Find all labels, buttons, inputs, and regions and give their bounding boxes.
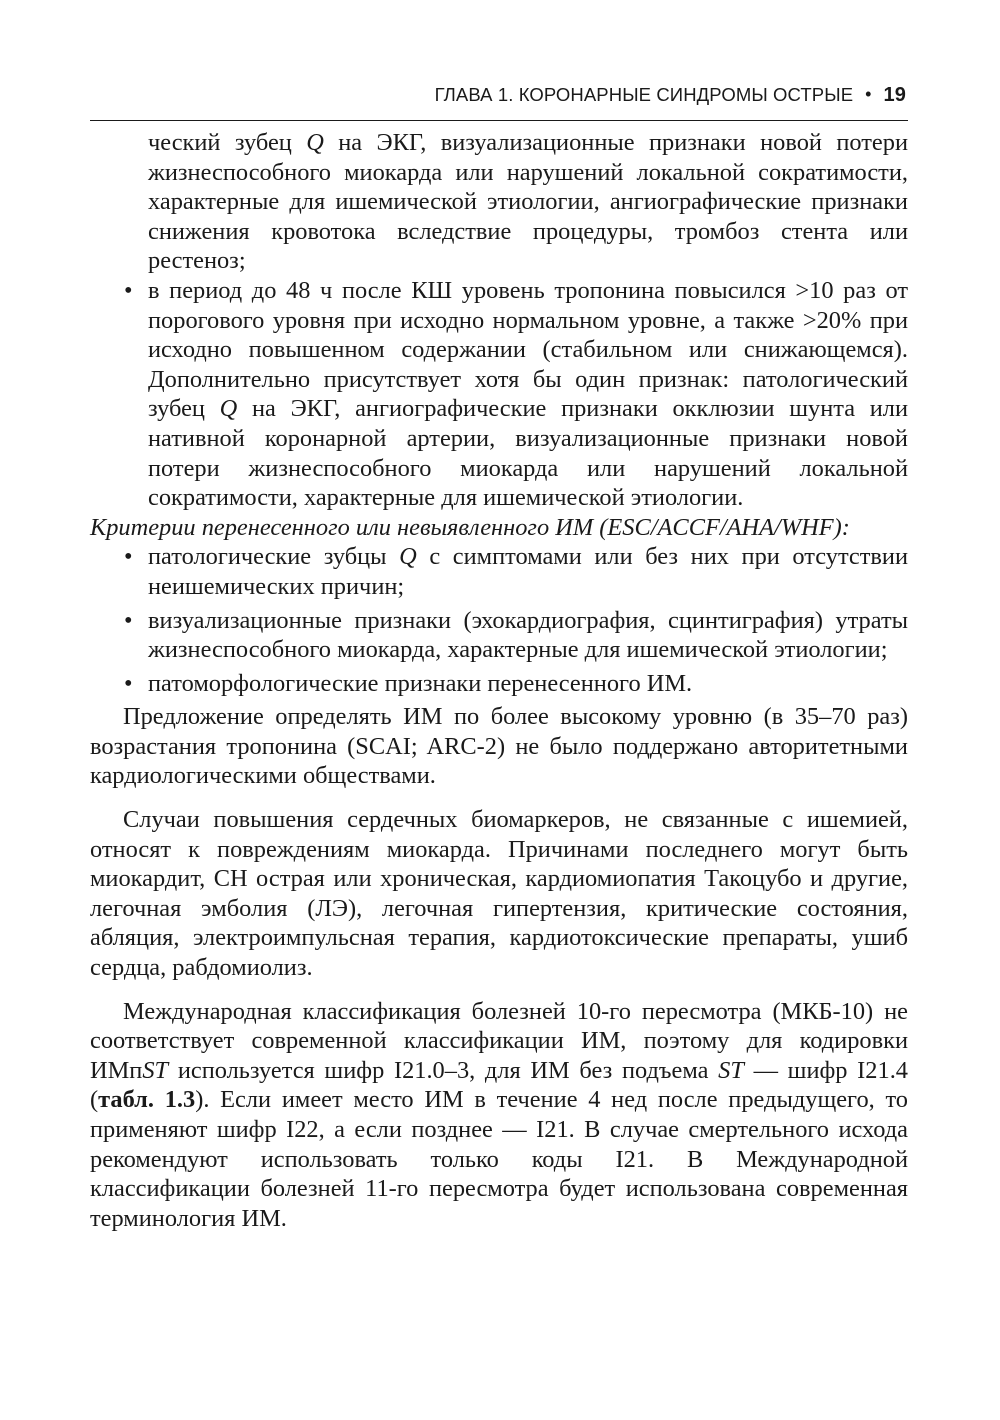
bullet-item-cabg [90,276,908,513]
bullet-continuation [90,128,908,276]
paragraph-injury: Случаи повышения сердечных биомаркеров, не связанные с ишемией, относят к повреждениям миокарда. Причинами последнего могут быть миокардит, СН острая или хроническая, кардиомиопатия Такоцубо и другие, легочная эмболия (ЛЭ), легочная гипертензия, критические состояния, абляция, электроимпульсная терапия, кардиотоксические препараты, ушиб сердца, рабдомиолиз. [90,806,908,982]
text-run: ческий зубец [148,129,307,156]
text-run: Международная классификация болезней 10-го пересмотра (МКБ-10) не соответствует современной классификации ИМ, поэтому для кодировки ИМп [90,997,908,1084]
st-symbol: ST [718,1056,744,1084]
chapter-title: ГЛАВА 1. КОРОНАРНЫЕ СИНДРОМЫ ОСТРЫЕ [434,84,854,105]
text-run: — шифр I21.4 ( [90,1056,908,1114]
paragraph-icd [90,997,908,1234]
criteria-heading: Критерии перенесенного или невыявленного ИМ (ESC/ACCF/AHA/WHF): [90,513,850,541]
text-run: используется шифр I21.0–3, для ИМ без подъема [168,1056,719,1084]
q-wave-symbol: Q [399,543,417,571]
text-run: патологические зубцы [148,543,400,571]
table-reference: табл. 1.3 [98,1086,196,1114]
text-run: с симптомами или без них при отсутствии неишемических причин; [148,543,909,600]
page-body [90,128,908,1233]
q-wave-symbol: Q [219,395,238,423]
bullet-item-pathology: • патоморфологические признаки перенесенного ИМ. [90,669,908,699]
text-run: в период до 48 ч после КШ уровень тропонина повысился >10 раз от порогового уровня при исходно нормальном уровне, а также >20% при исходно повышенном содержании (стабильном или снижающемся). Дополнительно присутствует хотя бы один признак: патологический зубец [148,276,908,423]
page-number: 19 [883,84,906,106]
running-header [90,84,908,121]
header-separator: • [865,84,872,104]
bullet-item-q-waves [90,542,908,601]
st-symbol: ST [142,1056,169,1084]
bullet-item-imaging: • визуализационные признаки (эхокардиография, сцинтиграфия) утраты жизнеспособного миокарда, характерные для ишемической этиологии; [90,606,908,665]
text-run: ). Если имеет место ИМ в течение 4 нед после предыдущего, то применяют шифр I22, а если позднее — I21. В случае смертельного исхода рекомендуют использовать только коды I21. В Международной классификации болезней 11-го пересмотра будет использована современная терминология ИМ. [90,1086,909,1232]
text-run: на ЭКГ, визуализационные признаки новой потери жизнеспособного миокарда или нарушений локальной сократимости, характерные для ишемической этиологии, ангиографические признаки снижения кровотока вследствие процедуры, тромбоз стента или рестеноз; [148,129,908,275]
q-wave-symbol: Q [306,129,324,156]
paragraph-proposal: Предложение определять ИМ по более высокому уровню (в 35–70 раз) возрастания тропонина (SCAI; ARC-2) не было поддержано авторитетными кардиологическими обществами. [90,703,908,790]
text-run: на ЭКГ, ангиографические признаки окклюзии шунта или нативной коронарной артерии, визуализационные признаки новой потери жизнеспособного миокарда или нарушений локальной сократимости, характерные для ишемической этиологии. [148,395,909,512]
